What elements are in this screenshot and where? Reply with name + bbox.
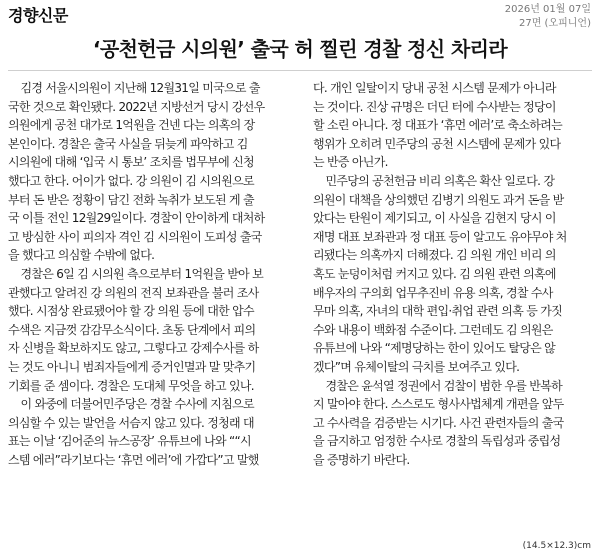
text-line: 표는 이날 ‘김어준의 뉴스공장’ 유튜브에 나와 ““시 bbox=[8, 434, 251, 449]
text-line: 수색은 지금껏 감감무소식이다. 초동 단계에서 피의 bbox=[8, 322, 256, 337]
text-line: 배우자의 구의회 업무추진비 유용 의혹, 경찰 수사 bbox=[313, 285, 553, 300]
text-line: 았다는 탄원이 제기되고, 이 사실을 김현지 당시 이 bbox=[313, 211, 556, 226]
article-column-right bbox=[313, 79, 589, 469]
text-line: 을 금지하고 엄정한 수사로 경찰의 독립성과 중립성 bbox=[313, 434, 561, 449]
headline-divider bbox=[8, 70, 592, 71]
text-line: 무마 의혹, 자녀의 대학 편입·취업 관련 의혹 등 가짓 bbox=[313, 304, 562, 319]
text-line: 스템 에러”라기보다는 ‘휴먼 에러’에 가깝다”고 말했 bbox=[8, 452, 259, 467]
text-line: 의심할 수 있는 발언을 서슴지 않고 있다. 정청래 대 bbox=[8, 415, 254, 430]
text-line: 의원에게 공천 대가로 1억원을 건넨 다는 의혹의 장 bbox=[8, 118, 255, 133]
newspaper-masthead: 경향신문 bbox=[8, 6, 68, 25]
article-size-note: (14.5×12.3)cm bbox=[522, 541, 591, 551]
text-line: 경찰은 윤석열 정권에서 검찰이 범한 우를 반복하 bbox=[313, 378, 562, 393]
text-line: 의원이 대책을 상의했던 김병기 의원도 과거 돈을 받 bbox=[313, 192, 564, 207]
page-section: 27면 (오피니언) bbox=[518, 18, 591, 29]
text-line: 했다. 시점상 완료됐어야 할 강 의원 등에 대한 압수 bbox=[8, 304, 254, 319]
text-line: 리됐다는 의혹까지 더해졌다. 김 의원 개인 비리 의 bbox=[313, 248, 556, 263]
text-line: 는 반증 아닌가. bbox=[313, 155, 388, 170]
text-line: 국한 것으로 확인됐다. 2022년 지방선거 당시 강선우 bbox=[8, 99, 265, 114]
text-line: 기회를 준 셈이다. 경찰은 도대체 무엇을 하고 있나. bbox=[8, 378, 254, 393]
text-line: 혹도 눈덩이처럼 커지고 있다. 김 의원 관련 의혹에 bbox=[313, 266, 556, 281]
text-line: 자 신병을 확보하지도 않고, 그렇다고 강제수사를 하 bbox=[8, 341, 259, 356]
publication-date: 2026년 01월 07일 bbox=[504, 4, 591, 15]
text-line: 는 것도 아니니 범죄자들에게 증거인멸과 말 맞추기 bbox=[8, 359, 256, 374]
text-line: 유튜브에 나와 “제명당하는 한이 있어도 탈당은 않 bbox=[313, 341, 556, 356]
text-line: 재명 대표 보좌관과 정 대표 등이 알고도 유야무야 처 bbox=[313, 229, 567, 244]
text-line: 을 했다고 의심할 수밖에 없다. bbox=[8, 248, 155, 263]
text-line: 경찰은 6일 김 시의원 측으로부터 1억원을 받아 보 bbox=[8, 266, 264, 281]
text-line: 다. 개인 일탈이지 당내 공천 시스템 문제가 아니라 bbox=[313, 81, 556, 95]
text-line: 김경 서울시의원이 지난해 12월31일 미국으로 출 bbox=[8, 81, 260, 95]
text-line: 부터 돈 받은 정황이 담긴 전화 녹취가 보도된 게 출 bbox=[8, 192, 254, 207]
text-line: 할 소린 아니다. 정 대표가 ‘휴먼 에러’로 축소하려는 bbox=[313, 118, 562, 133]
text-line: 했다고 한다. 어이가 없다. 강 의원이 김 시의원으로 bbox=[8, 173, 254, 188]
text-line: 본인이다. 경찰은 출국 사실을 뒤늦게 파악하고 김 bbox=[8, 136, 248, 151]
text-line: 관했다고 알려진 강 의원의 전직 보좌관을 불러 조사 bbox=[8, 285, 259, 300]
text-line: 수와 내용이 백화점 수준이다. 그런데도 김 의원은 bbox=[313, 322, 553, 337]
text-line: 는 것이다. 진상 규명은 더딘 터에 수사받는 정당이 bbox=[313, 99, 556, 114]
text-line: 지 말아야 한다. 스스로도 형사사법체계 개편을 앞두 bbox=[313, 397, 564, 412]
text-line: 국 이틀 전인 12월29일이다. 경찰이 안이하게 대처하 bbox=[8, 211, 265, 226]
text-line: 민주당의 공천헌금 비리 의혹은 확산 일로다. 강 bbox=[313, 173, 555, 188]
article-column-left bbox=[8, 79, 284, 469]
publication-info bbox=[505, 3, 591, 31]
text-line: 시의원에 대해 ‘입국 시 통보’ 조치를 법무부에 신청 bbox=[8, 155, 254, 170]
text-line: 행위가 오히려 민주당의 공천 시스템에 문제가 있다 bbox=[313, 136, 561, 151]
text-line: 겠다”며 유체이탈의 극치를 보여주고 있다. bbox=[313, 359, 520, 374]
text-line: 고 방심한 사이 피의자 격인 김 시의원이 도피성 출국 bbox=[8, 229, 262, 244]
text-line: 이 와중에 더불어민주당은 경찰 수사에 지침으로 bbox=[8, 397, 254, 412]
article-headline: ‘공천헌금 시의원’ 출국 허 찔린 경찰 정신 차리라 bbox=[92, 37, 508, 61]
text-line: 을 증명하기 바란다. bbox=[313, 452, 410, 467]
text-line: 고 수사력을 검증받는 시기다. 사건 관련자들의 출국 bbox=[313, 415, 564, 430]
